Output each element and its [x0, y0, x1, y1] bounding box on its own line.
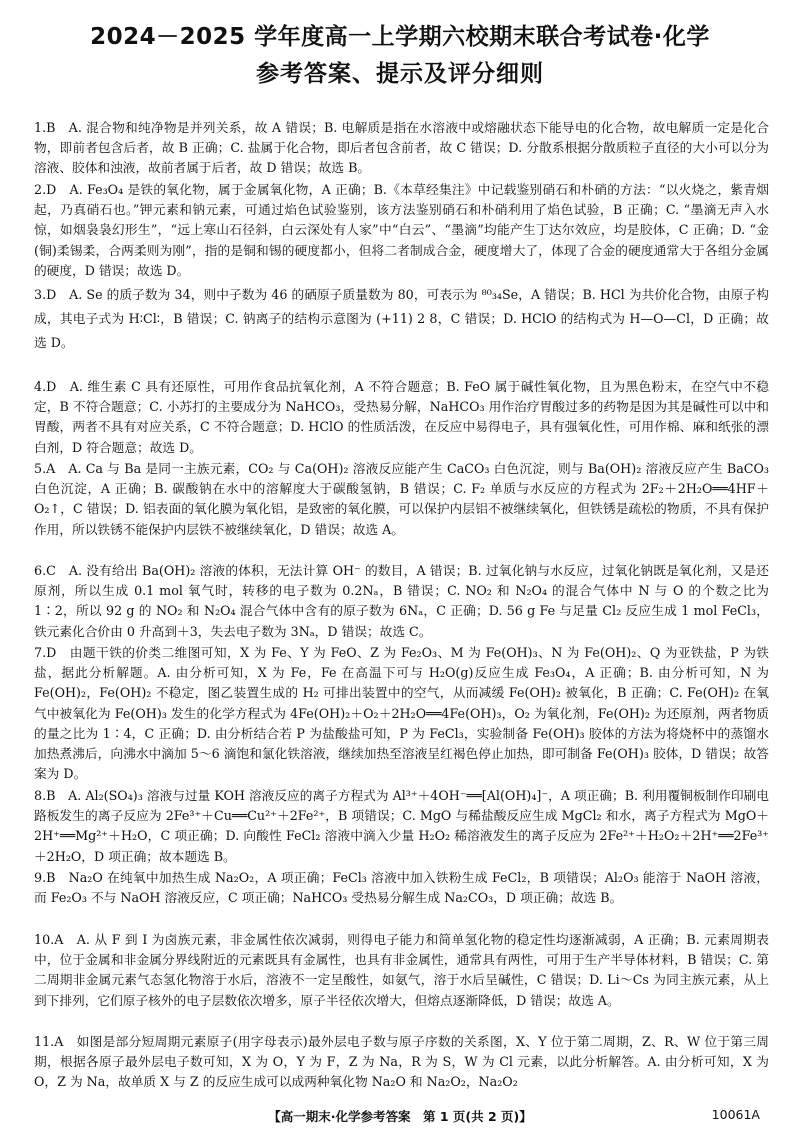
answer-number: 8. [34, 788, 47, 803]
answer-text: B A. 混合物和纯净物是并列关系，故 A 错误；B. 电解质是指在水溶液中或熔融状态下能导电的化合物，故电解质一定是化合物，即前者包含后者，故 B 正确；C. 盐属于化合物，即后者包含前者，故 C 错误；D. 分散系根据分散质粒子直径的大小可以分为溶液、胶体和浊液，故前者属于后者，故 D 错误；故选 B。 [34, 120, 769, 176]
answer-text: D A. Fe₃O₄ 是铁的氧化物，属于金属氧化物，A 正确；B.《本草经集注》中记载鉴别硝石和朴硝的方法：“以火烧之，紫青烟起，乃真硝石也。”钾元素和钠元素，可通过焰色试验鉴别，该方法鉴别硝石和朴硝利用了焰色试验，B 正确；C. “墨滴无声入水惊，如烟袅袅幻形生”，“远上寒山石径斜，白云深处有人家”中“白云”、“墨滴”均能产生丁达尔效应，均是胶体，C 正确；D. “金(铜)柔锡柔，合两柔则为刚”，指的是铜和锡的硬度都小，但将二者制成合金，硬度增大了，体现了合金的硬度通常大于各组分金属的硬度，D 错误；故选 D。 [34, 182, 769, 278]
answer-number: 2. [34, 182, 47, 197]
answer-item [34, 930, 769, 1011]
answer-text: C A. 没有给出 Ba(OH)₂ 溶液的体积，无法计算 OH⁻ 的数目，A 错误；B. 过氧化钠与水反应，过氧化钠既是氧化剂，又是还原剂，所以生成 0.1 mol 氧气时，转移的电子数为 0.2Nₐ，B 错误；C. NO₂ 和 N₂O₄ 的混合气体中 N 与 O 的个数之比为 1∶2，所以 92 g 的 NO₂ 和 N₂O₄ 混合气体中含有的原子数为 6Nₐ，C 正确；D. 56 g Fe 与足量 Cl₂ 反应生成 1 mol FeCl₃，铁元素化合价由 0 升高到＋3，失去电子数为 3Nₐ，D 错误；故选 C。 [34, 563, 769, 639]
answer-text: D A. 维生素 C 具有还原性，可用作食品抗氧化剂，A 不符合题意；B. FeO 属于碱性氧化物，且为黑色粉末，在空气中不稳定，B 不符合题意；C. 小苏打的主要成分为 NaHCO₃，受热易分解，NaHCO₃ 用作治疗胃酸过多的药物是因为其是碱性可以中和胃酸，两者不具有对应关系，C 不符合题意；D. HClO 的性质活泼，在反应中易得电子，具有强氧化性，可用作棉、麻和纸张的漂白剂，D 符合题意；故选 D。 [34, 379, 769, 455]
answer-number: 4. [34, 379, 47, 394]
answer-number: 1. [34, 120, 47, 135]
answer-item [34, 283, 769, 355]
page-subtitle: 参考答案、提示及评分细则 [256, 61, 544, 87]
answer-item [34, 377, 769, 458]
answer-number: 10. [34, 932, 55, 947]
answer-number: 3. [34, 287, 47, 302]
answer-item [34, 561, 769, 642]
answer-text: B A. Al₂(SO₄)₃ 溶液与过量 KOH 溶液反应的离子方程式为 Al³⁺＋4OH⁻══[Al(OH)₄]⁻，A 项正确；B. 利用覆铜板制作印刷电路板发生的离子反应为 2Fe³⁺＋Cu══Cu²⁺＋2Fe²⁺，B 项错误；C. MgO 与稀盐酸反应生成 MgCl₂ 和水，离子方程式为 MgO＋2H⁺══Mg²⁺＋H₂O，C 项正确；D. 向酸性 FeCl₂ 溶液中滴入少量 H₂O₂ 稀溶液发生的离子反应为 2Fe²⁺＋H₂O₂＋2H⁺══2Fe³⁺＋2H₂O，D 项正确；故本题选 B。 [34, 788, 769, 864]
answer-item [34, 643, 769, 784]
answer-number: 9. [34, 870, 47, 885]
answer-item [34, 868, 769, 908]
footer-page-info: 【高一期末·化学参考答案 第 1 页(共 2 页)】 [268, 1109, 532, 1124]
page-title: 2024－2025 学年度高一上学期六校期末联合考试卷·化学 [90, 24, 710, 50]
answer-item [34, 459, 769, 540]
answer-item [34, 786, 769, 867]
answer-number: 5. [34, 461, 47, 476]
answer-item [34, 118, 769, 179]
answer-item [34, 1032, 769, 1093]
footer-code: 10061A [711, 1107, 760, 1122]
answer-number: 6. [34, 563, 47, 578]
answer-text: D A. Se 的质子数为 34，则中子数为 46 的硒原子质量数为 80，可表示为 ⁸⁰₃₄Se，A 错误；B. HCl 为共价化合物，由原子构成，其电子式为 H∶Cl∶，B 错误；C. 钠离子的结构示意图为 (+11) 2 8，C 错误；D. HClO 的结构式为 H—O—Cl，D 正确；故选 D。 [34, 287, 769, 350]
answer-text: D 由题干铁的价类二维图可知，X 为 Fe、Y 为 FeO、Z 为 Fe₂O₃、M 为 Fe(OH)₃、N 为 Fe(OH)₂、Q 为亚铁盐，P 为铁盐，据此分析解题。A. 由分析可知，X 为 Fe，Fe 在高温下可与 H₂O(g)反应生成 Fe₃O₄，A 正确；B. 由分析可知，N 为 Fe(OH)₂，Fe(OH)₂ 不稳定，图乙装置生成的 H₂ 可排出装置中的空气，从而减缓 Fe(OH)₂ 被氧化，B 正确；C. Fe(OH)₂ 在氧气中被氧化为 Fe(OH)₃ 发生的化学方程式为 4Fe(OH)₂＋O₂＋2H₂O══4Fe(OH)₃，O₂ 为氧化剂，Fe(OH)₂ 为还原剂，两者物质的量之比为 1∶4，C 正确；D. 由分析结合若 P 为盐酸盐可知，P 为 FeCl₃，实验制备 Fe(OH)₃ 胶体的方法为将烧杯中的蒸馏水加热煮沸后，向沸水中滴加 5～6 滴饱和氯化铁溶液，继续加热至溶液呈红褐色停止加热，即可制备 Fe(OH)₃ 胶体，D 错误；故答案为 D。 [34, 645, 769, 782]
answer-text: A A. 从 F 到 I 为卤族元素，非金属性依次减弱，则得电子能力和简单氢化物的稳定性均逐渐减弱，A 正确；B. 元素周期表中，位于金属和非金属分界线附近的元素既具有金属性，也具有非金属性，通常具有两性，可用于生产半导体材料，B 错误；C. 第二周期非金属元素气态氢化物溶于水后，溶液不一定呈酸性，如氨气，溶于水后呈碱性，C 错误；D. Li～Cs 为同主族元素，从上到下排列，它们原子核外的电子层数依次增多，原子半径依次增大，但熔点逐渐降低，D 错误；故选 A。 [34, 932, 769, 1008]
answer-text: B Na₂O 在纯氧中加热生成 Na₂O₂，A 项正确；FeCl₃ 溶液中加入铁粉生成 FeCl₂，B 项错误；Al₂O₃ 能溶于 NaOH 溶液，而 Fe₂O₃ 不与 NaOH 溶液反应，C 项正确；NaHCO₃ 受热易分解生成 Na₂CO₃，D 项正确；故选 B。 [34, 870, 769, 906]
answer-text: A 如图是部分短周期元素原子(用字母表示)最外层电子数与原子序数的关系图，X、Y 位于第二周期，Z、R、W 位于第三周期，根据各原子最外层电子数可知，X 为 O，Y 为 F，Z 为 Na，R 为 S，W 为 Cl 元素，以此分析解答。A. 由分析可知，X 为 O，Z 为 Na，故单质 X 与 Z 的反应生成可以成两种氧化物 Na₂O 和 Na₂O₂，Na₂O₂ [34, 1034, 769, 1090]
answer-item [34, 180, 769, 281]
answer-number: 11. [34, 1034, 55, 1049]
answer-number: 7. [34, 645, 47, 660]
answer-text: A A. Ca 与 Ba 是同一主族元素，CO₂ 与 Ca(OH)₂ 溶液反应能产生 CaCO₃ 白色沉淀，则与 Ba(OH)₂ 溶液反应产生 BaCO₃ 白色沉淀，A 正确；B. 碳酸钠在水中的溶解度大于碳酸氢钠，B 错误；C. F₂ 单质与水反应的方程式为 2F₂＋2H₂O══4HF＋O₂↑，C 错误；D. 铝表面的氧化膜为氧化铝，是致密的氧化膜，可以保护内层铝不被继续氧化，但铁锈是疏松的物质，不具有保护作用，所以铁锈不能保护内层铁不被继续氧化，D 错误；故选 A。 [34, 461, 769, 537]
